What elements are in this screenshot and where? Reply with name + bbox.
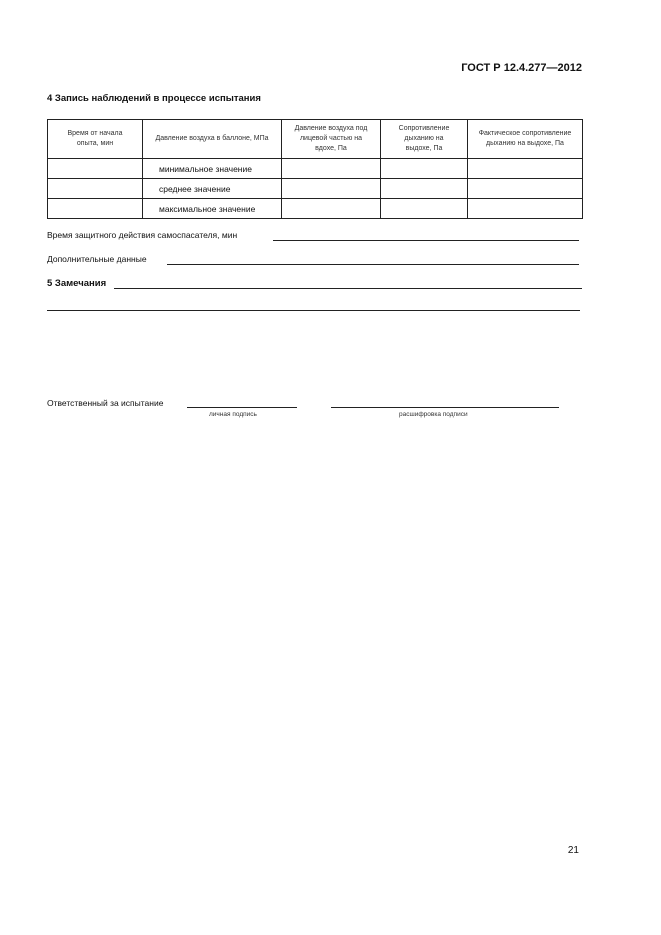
signature-decode-caption: расшифровка подписи (399, 411, 468, 418)
observations-table (47, 119, 583, 219)
protection-time-label: Время защитного действия самоспасателя, мин (47, 230, 238, 240)
responsible-label: Ответственный за испытание (47, 398, 164, 408)
row-label: минимальное значение (143, 159, 282, 179)
table-header-row (48, 120, 583, 159)
column-header: Время от начала опыта, мин (48, 120, 143, 159)
name-line[interactable] (331, 407, 559, 408)
personal-signature-caption: личная подпись (209, 411, 257, 418)
column-header: Фактическое сопротивление дыханию на выдохе, Па (468, 120, 583, 159)
table-row (48, 199, 583, 219)
table-row (48, 159, 583, 179)
additional-data-line[interactable] (167, 264, 579, 265)
table-row (48, 179, 583, 199)
column-header: Давление воздуха в баллоне, МПа (143, 120, 282, 159)
column-header: Сопротивление дыханию на выдохе, Па (381, 120, 468, 159)
page-number: 21 (567, 845, 579, 856)
section-4-title: 4 Запись наблюдений в процессе испытания (47, 93, 261, 104)
additional-data-label: Дополнительные данные (47, 254, 147, 264)
standard-number: ГОСТ Р 12.4.277—2012 (461, 62, 582, 74)
remarks-line-2[interactable] (47, 310, 580, 311)
row-label: среднее значение (143, 179, 282, 199)
row-label: максимальное значение (143, 199, 282, 219)
section-5-title: 5 Замечания (47, 278, 107, 289)
protection-time-line[interactable] (273, 240, 579, 241)
signature-line[interactable] (187, 407, 297, 408)
remarks-line[interactable] (114, 288, 582, 289)
column-header: Давление воздуха под лицевой частью на вдохе, Па (282, 120, 381, 159)
